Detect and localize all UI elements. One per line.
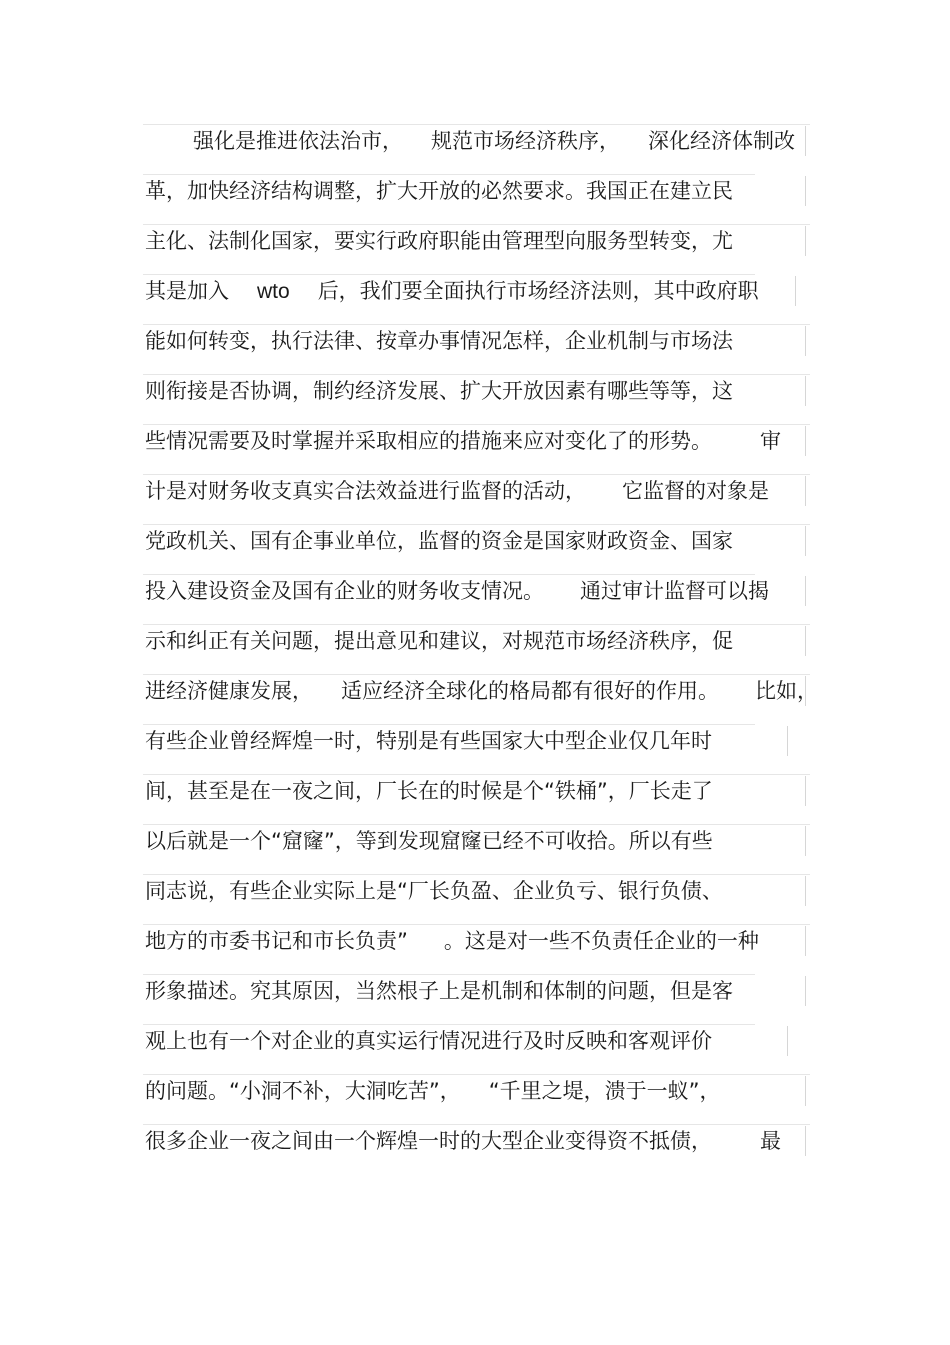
text-segment: wto bbox=[257, 280, 290, 303]
text-segment: 通过审计监督可以揭 bbox=[580, 579, 769, 603]
text-line bbox=[145, 116, 810, 166]
text-segment: 深化经济体制改 bbox=[648, 129, 795, 153]
text-line bbox=[145, 316, 810, 366]
text-segment: 比如， bbox=[755, 679, 818, 703]
text-segment: 进经济健康发展， bbox=[145, 679, 313, 703]
text-segment: 形象描述。究其原因，当然根子上是机制和体制的问题，但是客 bbox=[145, 979, 733, 1003]
text-line bbox=[145, 416, 810, 466]
text-segment: 能如何转变，执行法律、按章办事情况怎样，企业机制与市场法 bbox=[145, 329, 733, 353]
text-segment: 观上也有一个对企业的真实运行情况进行及时反映和客观评价 bbox=[145, 1029, 712, 1053]
text-line bbox=[145, 466, 810, 516]
text-line bbox=[145, 1066, 810, 1116]
text-segment: 则衔接是否协调，制约经济发展、扩大开放因素有哪些等等，这 bbox=[145, 379, 733, 403]
text-line bbox=[145, 966, 810, 1016]
text-segment: 的问题。“小洞不补，大洞吃苦”， bbox=[145, 1079, 461, 1103]
text-line bbox=[145, 916, 810, 966]
text-segment: 很多企业一夜之间由一个辉煌一时的大型企业变得资不抵债， bbox=[145, 1129, 712, 1153]
text-segment: 最 bbox=[760, 1129, 781, 1153]
text-segment: 审 bbox=[760, 429, 781, 453]
text-segment: 有些企业曾经辉煌一时，特别是有些国家大中型企业仅几年时 bbox=[145, 729, 712, 753]
text-segment: 地方的市委书记和市长负责” bbox=[145, 929, 408, 953]
text-line bbox=[145, 766, 810, 816]
text-segment: 。这是对一些不负责任企业的一种 bbox=[443, 929, 759, 953]
text-line bbox=[145, 1016, 810, 1066]
text-segment: 计是对财务收支真实合法效益进行监督的活动， bbox=[145, 479, 586, 503]
text-segment: 党政机关、国有企事业单位，监督的资金是国家财政资金、国家 bbox=[145, 529, 733, 553]
text-segment: 其是加入 bbox=[145, 279, 229, 303]
text-line bbox=[145, 666, 818, 716]
text-segment: 适应经济全球化的格局都有很好的作用。 bbox=[341, 679, 719, 703]
text-line bbox=[145, 816, 810, 866]
text-line bbox=[145, 566, 810, 616]
text-line bbox=[145, 866, 810, 916]
text-segment: “千里之堤，溃于一蚁”， bbox=[488, 1079, 721, 1103]
text-line bbox=[145, 516, 810, 566]
text-line bbox=[145, 266, 810, 316]
text-segment: 主化、法制化国家，要实行政府职能由管理型向服务型转变，尤 bbox=[145, 229, 733, 253]
text-line bbox=[145, 216, 810, 266]
text-segment: 投入建设资金及国有企业的财务收支情况。 bbox=[145, 579, 544, 603]
text-segment: 些情况需要及时掌握并采取相应的措施来应对变化了的形势。 bbox=[145, 429, 712, 453]
body-paragraph bbox=[145, 116, 818, 1166]
text-segment: 以后就是一个“窟窿”，等到发现窟窿已经不可收拾。所以有些 bbox=[145, 829, 713, 853]
text-line bbox=[145, 166, 810, 216]
text-segment: 间，甚至是在一夜之间，厂长在的时候是个“铁桶”，厂长走了 bbox=[145, 779, 713, 803]
text-line bbox=[145, 616, 810, 666]
text-line bbox=[145, 1116, 810, 1166]
text-segment: 革，加快经济结构调整，扩大开放的必然要求。我国正在建立民 bbox=[145, 179, 733, 203]
text-line bbox=[145, 716, 810, 766]
text-segment: 规范市场经济秩序， bbox=[431, 129, 620, 153]
text-segment: 它监督的对象是 bbox=[622, 479, 769, 503]
text-line bbox=[145, 366, 810, 416]
text-segment: 示和纠正有关问题，提出意见和建议，对规范市场经济秩序，促 bbox=[145, 629, 733, 653]
text-segment: 强化是推进依法治市， bbox=[193, 129, 403, 153]
text-segment: 后，我们要全面执行市场经济法则，其中政府职 bbox=[317, 279, 759, 303]
text-segment: 同志说，有些企业实际上是“厂长负盈、企业负亏、银行负债、 bbox=[145, 879, 723, 903]
